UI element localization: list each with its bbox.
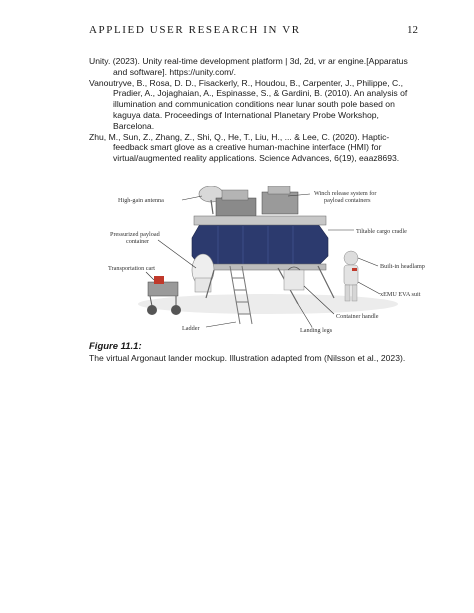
astronaut-image bbox=[344, 251, 358, 301]
container-handle-image bbox=[284, 267, 304, 290]
label-winch-release-line2: payload containers bbox=[324, 197, 371, 204]
reference-list bbox=[89, 56, 419, 164]
reference-entry: Vanoutryve, B., Rosa, D. D., Fisackerly, R., Houdou, B., Carpenter, J., Philippe, C., Pradier, A., Jojaghaian, A., Espinasse, S., & Gardini, B. (2010). An analysis of illumination and communication conditions near lunar south pole based on kaguya data. Proceedings of International Planetary Probe Workshop, Barcelona. bbox=[89, 77, 408, 131]
label-xemu-eva-suit: xEMU EVA suit bbox=[380, 291, 421, 298]
reference-entry: Unity. (2023). Unity real-time development platform | 3d, 2d, vr ar engine.[Apparatus and software]. https://unity.com/. bbox=[89, 56, 408, 77]
label-landing-legs: Landing legs bbox=[300, 327, 333, 334]
label-tiltable-cargo-cradle: Tiltable cargo cradle bbox=[356, 228, 407, 235]
running-header bbox=[89, 24, 418, 40]
running-header-title: APPLIED USER RESEARCH IN VR bbox=[89, 24, 301, 36]
label-high-gain-antenna: High-gain antenna bbox=[118, 197, 164, 204]
figure-caption-label: Figure 11.1: bbox=[89, 341, 142, 352]
label-winch-release-line1: Winch release system for bbox=[314, 190, 377, 197]
pressurized-container-image bbox=[192, 254, 214, 292]
figure-caption-text: The virtual Argonaut lander mockup. Illustration adapted from (Nilsson et al., 2023). bbox=[89, 353, 406, 363]
label-pressurized-container-line1: Pressurized payload bbox=[110, 231, 160, 238]
label-container-handle: Container handle bbox=[336, 313, 379, 320]
lander-illustration-svg bbox=[98, 186, 431, 336]
winch-machinery-image bbox=[216, 186, 298, 216]
label-transportation-cart: Transportation cart bbox=[108, 265, 156, 272]
label-ladder: Ladder bbox=[182, 325, 200, 332]
reference-entry: Zhu, M., Sun, Z., Zhang, Z., Shi, Q., He, T., Liu, H., ... & Lee, C. (2020). Haptic-feedback smart glove as a creative human-machine interface (HMI) for virtual/augmented reality applications. Science Advances, 6(19), eaaz8693. bbox=[89, 131, 400, 164]
lander-illustration bbox=[98, 186, 431, 336]
label-built-in-headlamp: Built-in headlamp bbox=[380, 263, 425, 270]
page-number: 12 bbox=[407, 24, 418, 36]
label-pressurized-container-line2: container bbox=[126, 238, 150, 245]
